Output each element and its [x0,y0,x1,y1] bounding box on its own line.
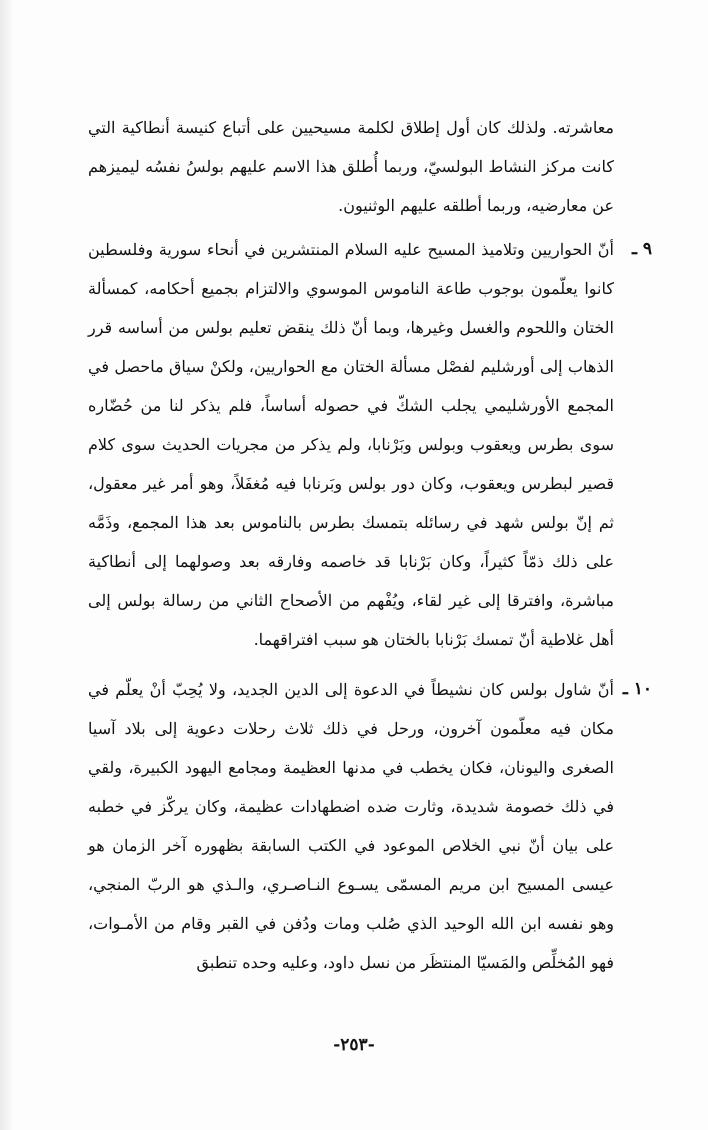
page-number: -٢٥٣- [333,1035,375,1055]
list-item-10 [88,670,652,982]
item-text-10: أنّ شاول بولس كان نشيطاً في الدعوة إلى الدين الجديد، ولا يُحِبّ أنْ يعلّم في مكان فيه معلّمون آخرون، ورحل في ذلك ثلاث رحلات دعوية إلى بلاد آسيا الصغرى واليونان، فكان يخطب في مدنها العظيمة ومجامع اليهود الكبيرة، ولقي في ذلك خصومة شديدة، وثارت ضده اضطهادات عظيمة، وكان يركّز في خطبه على بيان أنّ نبي الخلاص الموعود في الكتب السابقة بظهوره آخر الزمان هو عيسى المسيح ابن مريم المسمّى يسـوع النـاصـري، والـذي هو الربّ المنجي، وهو نفسه ابن الله الوحيد الذي صُلب ومات ودُفن في القبر وقام من الأمـوات، فهو المُخلِّص والمَسيّا المنتظَر من نسل داود، وعليه وحده تنطبق [88,680,614,972]
paragraph-intro: معاشرته. ولذلك كان أول إطلاق لكلمة مسيحيين على أتباع كنيسة أنطاكية التي كانت مركز النشاط البولسيّ، وربما أُطلق هذا الاسم عليهم بولسُ نفسُه ليميزهم عن معارضيه، وربما أطلقه عليهم الوثنيون. [88,118,614,215]
scan-shadow-edge [0,0,14,1130]
list-item-9 [88,230,652,659]
item-number-9: ٩ ـ [631,239,652,259]
item-number-10: ١٠ ـ [622,679,652,699]
item-text-9: أنّ الحواريين وتلاميذ المسيح عليه السلام المنتشرين في أنحاء سورية وفلسطين كانوا يعلّمون بوجوب طاعة الناموس الموسوي والالتزام بجميع أحكامه، كمسألة الختان واللحوم والغسل وغيرها، وبما أنّ ذلك ينقض تعليم بولس من أساسه قرر الذهاب إلى أورشليم لفصْل مسألة الختان مع الحواريين، ولكنْ سياق ماحصل في المجمع الأورشليمي يجلب الشكّ في حصوله أساساً، فلم يذكر لنا من حُضّاره سوى بطرس ويعقوب وبولس وبَرْنابا، ولم يذكر من مجريات الحديث سوى كلام قصير لبطرس ويعقوب، وكان دور بولس وبَرنابا فيه مُغفَلاً، وهو أمر غير معقول، ثم إنّ بولس شهد في رسائله بتمسك بطرس بالناموس بعد هذا المجمع، وذَمَّه على ذلك ذمّاً كثيراً، وكان بَرْنابا قد خاصمه وفارقه بعد وصولهما إلى أنطاكية مباشرة، وافترقا إلى غير لقاء، ويُفْهم من الأصحاح الثاني من رسالة بولس إلى أهل غلاطية أنّ تمسك بَرْنابا بالختان هو سبب افتراقهما. [88,240,614,649]
